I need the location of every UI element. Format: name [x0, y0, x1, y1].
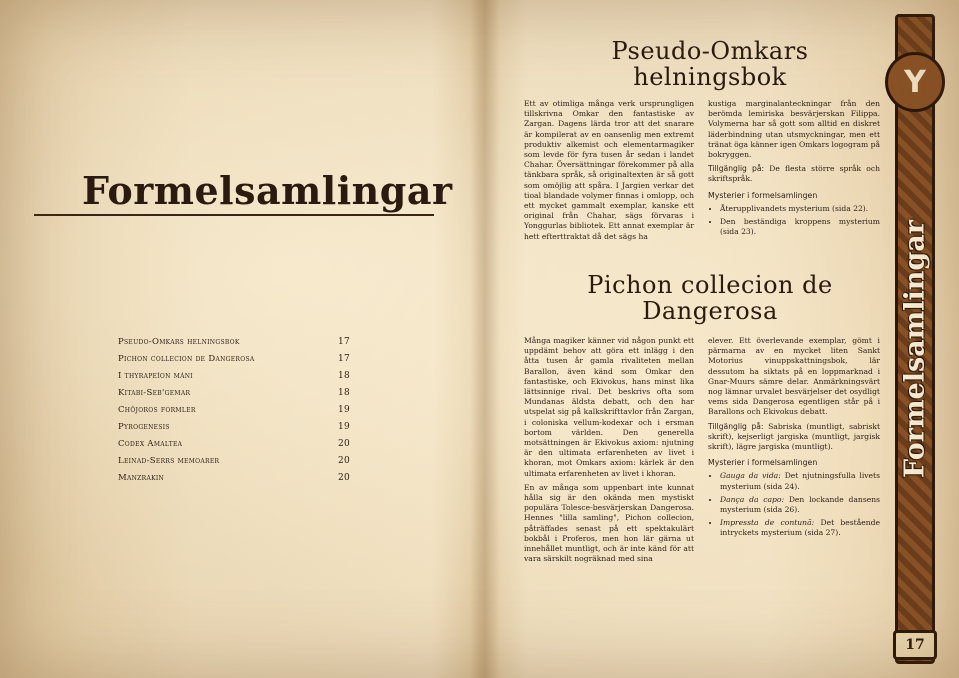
section1-column-1 — [524, 99, 694, 246]
mystery-item — [720, 217, 880, 237]
toc-row[interactable] — [118, 439, 350, 456]
paragraph: Ett av otimliga många verk ursprungligen tillskrivna Omkar den fantastiske av Zargan. Dagens lärda tror att det snarare är kompilerat av en oansenlig men extremt produktiv alkemist och elementarmagiker som levde för fyra tusen år sedan i landet Chahar. Översättningar förekommer på alla tänkbara språk, så originaltexten är så gott som omöjlig att spåra. I Jargien verkar det tioal blandade volymer finnas i omlopp, och ett mycket gammalt exemplar, kanske ett original från Chahar, sägs förvaras i Yonggurlas bibliotek. Ett annat exemplar är hett efterttraktat då det sägs ha — [524, 99, 694, 241]
page-number: 17 — [893, 630, 937, 660]
availability — [708, 422, 880, 453]
toc-row[interactable] — [118, 456, 350, 473]
section1-column-2 — [708, 99, 880, 240]
banner-label — [885, 204, 945, 494]
mystery-text: Den lockande dansens mysterium (sida 26). — [720, 494, 880, 515]
toc-page: 17 — [337, 354, 350, 364]
toc-row[interactable] — [118, 337, 350, 354]
toc-row[interactable] — [118, 405, 350, 422]
mysteries-heading: Mysterier i formelsamlingen — [708, 190, 818, 200]
mystery-name: Gauga da vida: — [720, 471, 781, 481]
table-of-contents — [118, 337, 350, 490]
mystery-item — [720, 495, 880, 515]
toc-title: I thyrapeíon máni — [118, 371, 193, 381]
banner-label-text: Formelsamlingar — [899, 220, 931, 478]
availability-label: Tillgänglig på: — [708, 164, 765, 174]
availability-text: De flesta större språk och skriftspråk. — [708, 164, 881, 184]
toc-page: 19 — [337, 405, 350, 415]
toc-title: Kitabi-Seb'gemar — [118, 388, 191, 398]
rune-emblem-icon — [885, 52, 945, 112]
toc-page: 18 — [337, 371, 350, 381]
rune-glyph: Y — [904, 64, 926, 100]
toc-title: Chôjoros formler — [118, 405, 196, 415]
paragraph: kustiga marginalanteckningar från den berömda lemiriska besvärjerskan Filippa. Volymerna har så gott som alltid en diskret läderbindning utan utsmyckningar, men ett tränat öga känner igen Omkars logogram på bokryggen. — [708, 99, 880, 160]
toc-title: Pyrogenesis — [118, 422, 170, 432]
side-banner — [885, 14, 945, 664]
section2-column-1 — [524, 336, 694, 568]
toc-page: 20 — [337, 456, 350, 466]
toc-row[interactable] — [118, 354, 350, 371]
page-gutter — [470, 0, 500, 678]
toc-page: 20 — [337, 439, 350, 449]
toc-page: 17 — [337, 337, 350, 347]
availability-text: Sabriska (muntligt, sabriskt skrift), kejserligt jargiska (muntligt, jargisk skrift), lägre jargiska (muntligt). — [708, 421, 881, 452]
mystery-item — [720, 518, 880, 538]
toc-title: Leinad-Serrs memoarer — [118, 456, 220, 466]
paragraph: elever. Ett överlevande exemplar, gömt i pärmarna av en mycket liten Sankt Motorius vinuppskattningsbok, lär dessutom ha siktats på en loppmarknad i Gnar-Muurs sämre delar. Anmärkningsvärt nog lämnar urvalet besvärjelser det osydligt vems sida Dangerosa egentligen står på i Barallons och Ekivokus debatt. — [708, 336, 880, 417]
mysteries-list — [708, 204, 880, 238]
toc-page: 18 — [337, 388, 350, 398]
mystery-text: Den beständiga kroppens mysterium (sida 23). — [720, 217, 880, 237]
toc-title: Manzrakin — [118, 473, 165, 483]
mystery-name: Dança da capo: — [720, 494, 785, 504]
availability-label: Tillgänglig på: — [708, 421, 764, 431]
toc-row[interactable] — [118, 473, 350, 490]
title-rule — [34, 214, 434, 216]
toc-title: Pichon collecion de Dangerosa — [118, 354, 255, 364]
section-title: Pseudo-Omkars helningsbok — [611, 37, 809, 91]
toc-title: Codex Amaltea — [118, 439, 183, 449]
paragraph: En av många som uppenbart inte kunnat hålla sig är den okända men mystiskt populära Tolesce-besvärjerskan Dangerosa. Hennes "lilla samling", Pichon collecion, påträffades senast på ett spektakulärt bokbål i Proferos, men hon lär gärna ut innehållet muntligt, och är inte känd för att vara särskilt nogräknad med sina — [524, 482, 694, 564]
mystery-text: Det njutningsfulla livets mysterium (sida 24). — [720, 471, 880, 491]
availability — [708, 164, 880, 184]
chapter-title: Formelsamlingar — [82, 168, 453, 213]
toc-row[interactable] — [118, 388, 350, 405]
mystery-item — [720, 471, 880, 491]
mysteries-heading: Mysterier i formelsamlingen — [708, 458, 818, 468]
mystery-name: Impressta de contunã: — [720, 518, 815, 528]
toc-title: Pseudo-Omkars helningsbok — [118, 337, 240, 347]
toc-row[interactable] — [118, 371, 350, 388]
mystery-item — [720, 204, 880, 214]
paragraph: Många magiker känner vid någon punkt ett uppdämt behov att göra ett inlägg i den åtta tusen år gamla rivaliteten mellan Barallon, även känd som Omkar den fantastiske, och Ekivokus, hans minst lika lättsinnige rival. Det beskrivs ofta som Mundanas äldsta debatt, och den har utspelat sig på kalkskrifttavlor från Zargan, i coloniska vellum-kodexar och i ersman bortom världen. Den generella motsättningen är Ekivokus axiom: njutning är den ultimata erfarenheten av livet i khoran, mot Omkars axiom: kärlek är den ultimata erfarenheten av livet i khoran. — [524, 336, 694, 478]
toc-page: 20 — [337, 473, 350, 483]
mysteries-list — [708, 471, 880, 538]
toc-page: 19 — [337, 422, 350, 432]
toc-row[interactable] — [118, 422, 350, 439]
mystery-text: Återupplivandets mysterium (sida 22). — [720, 203, 869, 213]
section-title: Pichon collecion de Dangerosa — [587, 271, 833, 325]
mystery-text: Det bestående intryckets mysterium (sida 27). — [720, 518, 880, 538]
section2-column-2 — [708, 336, 880, 542]
